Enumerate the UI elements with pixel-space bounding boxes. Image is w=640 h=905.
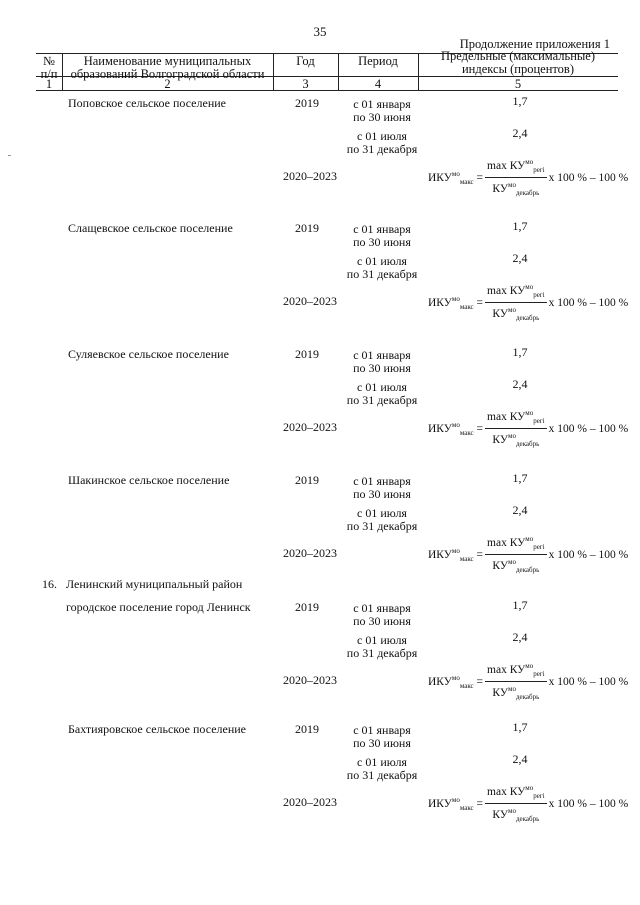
formula-rest: х 100 % – 100 % [548,675,629,688]
index-formula [428,406,628,451]
formula-lhs: $ИКУ^{мо}_{макс}$ = [428,673,484,690]
index-value: 1,7 [512,94,528,108]
index-value: 2,4 [512,503,528,517]
index-value: 2,4 [512,126,528,140]
year-cell: 2020–2023 [283,546,337,560]
period-cell: с 01 января по 30 июня [353,601,411,628]
period-cell: с 01 июля по 31 декабря [346,755,418,782]
period-cell: с 01 июля по 31 декабря [346,380,418,407]
header-col3: Год [296,54,315,68]
formula-lhs: $ИКУ^{мо}_{макс}$ = [428,420,484,437]
header-col5: Предельные (максимальные) индексы (процентов) [440,49,596,76]
settlement-name: Бахтияровское сельское поселение [68,722,247,736]
index-value: 2,4 [512,630,528,644]
formula-fraction: $\frac{\max КУ^{мо}_{регi}}{КУ^{мо}_{декабрь}}$ [485,532,547,577]
formula-fraction: $\frac{\max КУ^{мо}_{регi}}{КУ^{мо}_{декабрь}}$ [485,155,547,200]
year-cell: 2019 [295,347,319,361]
formula-rest: х 100 % – 100 % [548,548,629,561]
continuation-note: Продолжение приложения 1 [459,37,610,51]
col-number: 4 [374,77,382,91]
formula-lhs: $ИКУ^{мо}_{макс}$ = [428,546,484,563]
year-cell: 2019 [295,600,319,614]
period-cell: с 01 января по 30 июня [353,97,411,124]
period-cell: с 01 июля по 31 декабря [346,506,418,533]
page-number: 35 [313,24,327,39]
period-cell: с 01 июля по 31 декабря [346,633,418,660]
formula-rest: х 100 % – 100 % [548,296,629,309]
header-col1: № п/п [40,54,58,81]
col-number: 2 [164,77,171,91]
formula-fraction: $\frac{\max КУ^{мо}_{регi}}{КУ^{мо}_{декабрь}}$ [485,406,547,451]
header-col2: Наименование муниципальных образований Волгоградской области [70,54,265,81]
period-cell: с 01 января по 30 июня [353,348,411,375]
year-cell: 2019 [295,722,319,736]
index-formula [428,280,628,325]
formula-rest: х 100 % – 100 % [548,797,629,810]
formula-fraction: $\frac{\max КУ^{мо}_{регi}}{КУ^{мо}_{декабрь}}$ [485,659,547,704]
settlement-name: Поповское сельское поселение [68,96,226,110]
period-cell: с 01 июля по 31 декабря [346,129,418,156]
year-cell: 2020–2023 [283,420,337,434]
index-value: 2,4 [512,251,528,265]
period-cell: с 01 января по 30 июня [353,723,411,750]
formula-lhs: $ИКУ^{мо}_{макс}$ = [428,294,484,311]
year-cell: 2019 [295,473,319,487]
formula-lhs: $ИКУ^{мо}_{макс}$ = [428,795,484,812]
period-cell: с 01 января по 30 июня [353,474,411,501]
col-number: 3 [302,77,309,91]
index-value: 1,7 [512,720,528,734]
index-formula [428,532,628,577]
index-value: 2,4 [512,752,528,766]
row-number: 16. [42,577,57,591]
index-formula [428,659,628,704]
year-cell: 2019 [295,96,319,110]
col-number: 5 [514,77,522,91]
year-cell: 2020–2023 [283,673,337,687]
index-value: 1,7 [512,345,528,359]
year-cell: 2020–2023 [283,169,337,183]
settlement-name: Слащевское сельское поселение [68,221,233,235]
header-col4: Период [358,54,398,68]
formula-rest: х 100 % – 100 % [548,171,629,184]
period-cell: с 01 января по 30 июня [353,222,411,249]
col-number: 1 [45,77,53,91]
formula-fraction: $\frac{\max КУ^{мо}_{регi}}{КУ^{мо}_{декабрь}}$ [485,280,547,325]
index-formula [428,781,628,826]
index-value: 1,7 [512,219,528,233]
year-cell: 2020–2023 [283,294,337,308]
period-cell: с 01 июля по 31 декабря [346,254,418,281]
index-value: 1,7 [512,598,528,612]
settlement-name: Шакинское сельское поселение [68,473,230,487]
settlement-name: Суляевское сельское поселение [68,347,229,361]
index-value: 1,7 [512,471,528,485]
index-formula [428,155,628,200]
district-name: Ленинский муниципальный район [66,577,243,591]
year-cell: 2019 [295,221,319,235]
formula-fraction: $\frac{\max КУ^{мо}_{регi}}{КУ^{мо}_{декабрь}}$ [485,781,547,826]
settlement-name: городское поселение город Ленинск [66,600,251,614]
year-cell: 2020–2023 [283,795,337,809]
formula-lhs: $ИКУ^{мо}_{макс}$ = [428,169,484,186]
index-value: 2,4 [512,377,528,391]
scan-mark [8,155,11,156]
formula-rest: х 100 % – 100 % [548,422,629,435]
